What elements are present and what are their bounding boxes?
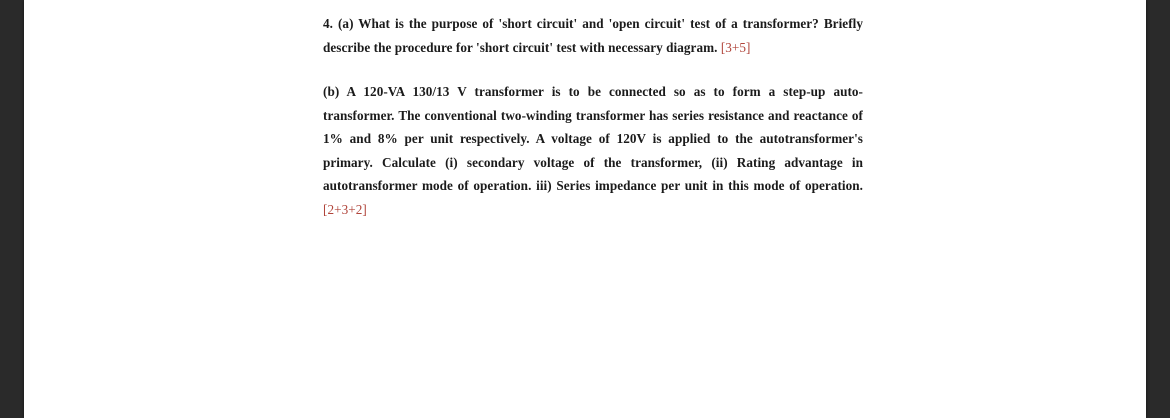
- part-b-line-2: transformer. The conventional two-winding transformer has series resistance and reactance of: [323, 107, 863, 123]
- part-a-line-1: 4. (a) What is the purpose of 'short circuit' and 'open circuit' test of a transformer? Briefly: [323, 16, 863, 31]
- question-text: [323, 12, 863, 221]
- part-b-marks: [2+3+2]: [323, 201, 367, 217]
- part-b-line-5: autotransformer mode of operation. iii) Series impedance per unit in this mode of operation.: [323, 178, 863, 193]
- part-a-marks: [3+5]: [720, 39, 751, 55]
- document-page: [24, 0, 1146, 418]
- part-b-line-6: [323, 198, 863, 222]
- part-b-line-3: 1% and 8% per unit respectively. A voltage of 120V is applied to the autotransformer's: [323, 131, 863, 146]
- part-a-line-2: [323, 36, 863, 60]
- paragraph-gap: [323, 59, 863, 80]
- part-b-line-1: (b) A 120-VA 130/13 V transformer is to be connected so as to form a step-up auto-: [323, 84, 863, 99]
- part-a-line-2-text: describe the procedure for 'short circuit' test with necessary diagram.: [323, 39, 718, 55]
- part-b-line-4: primary. Calculate (i) secondary voltage of the transformer, (ii) Rating advantage in: [323, 154, 863, 170]
